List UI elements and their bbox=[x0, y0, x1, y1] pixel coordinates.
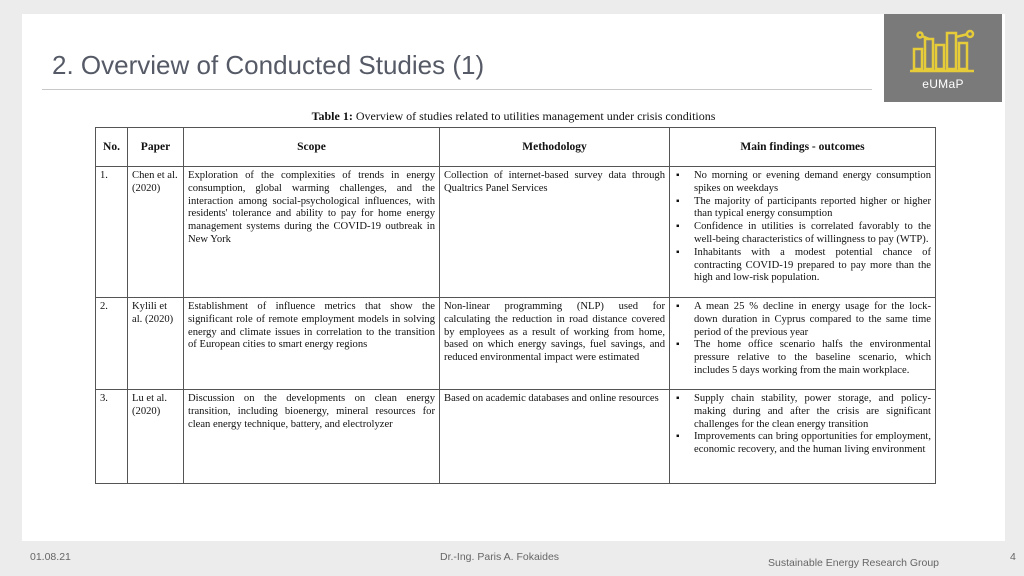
studies-table bbox=[95, 127, 936, 484]
table-row bbox=[96, 298, 936, 390]
row-methodology: Based on academic databases and online resources bbox=[440, 390, 670, 484]
row-findings bbox=[670, 390, 936, 484]
city-grid-icon bbox=[908, 25, 978, 75]
caption-label: Table 1: bbox=[311, 109, 353, 123]
row-no: 2. bbox=[96, 298, 128, 390]
row-no: 3. bbox=[96, 390, 128, 484]
caption-text: Overview of studies related to utilities management under crisis conditions bbox=[352, 109, 716, 123]
page-title: 2. Overview of Conducted Studies (1) bbox=[52, 50, 485, 80]
title-divider bbox=[42, 89, 872, 90]
row-scope: Exploration of the complexities of trends in energy consumption, global warming challenges, and the interaction among social-psychological influences, with residents' tolerance and ability to pay for home energy management systems during the COVID-19 outbreak in New York bbox=[184, 167, 440, 298]
row-scope: Discussion on the developments on clean energy transition, including bioenergy, mineral resources for clean energy technique, battery, and electrolyzer bbox=[184, 390, 440, 484]
logo-text: eUMaP bbox=[922, 77, 964, 91]
row-scope: Establishment of influence metrics that show the significant role of remote employment models in solving energy and climate issues in correlation to the transition of European cities to smart energy regions bbox=[184, 298, 440, 390]
finding-item: ▪ Supply chain stability, power storage, and policy-making during and after the crisis are significant challenges for the clean energy transition bbox=[694, 393, 931, 431]
footer-group: Sustainable Energy Research Group bbox=[768, 557, 940, 569]
footer-page-number: 4 bbox=[1010, 551, 1016, 563]
finding-item: ▪ Inhabitants with a modest potential chance of contracting COVID-19 prepared to pay more than the high and low-risk population. bbox=[694, 247, 931, 285]
footer-date: 01.08.21 bbox=[30, 551, 71, 563]
table-caption bbox=[22, 109, 1005, 124]
header-methodology: Methodology bbox=[440, 128, 670, 167]
header-no: No. bbox=[96, 128, 128, 167]
footer-author: Dr.-Ing. Paris A. Fokaides bbox=[440, 551, 560, 563]
table-header-row bbox=[96, 128, 936, 167]
finding-item: ▪ The home office scenario halfs the environmental pressure relative to the baseline scenario, which includes 5 days working from the main workplace. bbox=[694, 339, 931, 377]
row-findings bbox=[670, 167, 936, 298]
row-findings bbox=[670, 298, 936, 390]
finding-item: ▪ The majority of participants reported higher or higher than typical energy consumption bbox=[694, 196, 931, 222]
finding-item: ▪ Improvements can bring opportunities for employment, economic recovery, and the human living environment bbox=[694, 431, 931, 457]
finding-item: ▪ Confidence in utilities is correlated favorably to the well-being characteristics of willingness to pay (WTP). bbox=[694, 221, 931, 247]
finding-item: ▪ No morning or evening demand energy consumption spikes on weekdays bbox=[694, 170, 931, 196]
row-methodology: Non-linear programming (NLP) used for calculating the reduction in road distance covered by employees as a result of working from home, based on which energy savings, fuel savings, and reduced environmental impact were estimated bbox=[440, 298, 670, 390]
slide bbox=[22, 14, 1005, 541]
row-no: 1. bbox=[96, 167, 128, 298]
header-scope: Scope bbox=[184, 128, 440, 167]
eumap-logo bbox=[884, 14, 1002, 102]
row-paper: Kylili et al. (2020) bbox=[128, 298, 184, 390]
row-paper: Chen et al. (2020) bbox=[128, 167, 184, 298]
table-row bbox=[96, 390, 936, 484]
table-row bbox=[96, 167, 936, 298]
finding-item: ▪ A mean 25 % decline in energy usage for the lock-down duration in Cyprus compared to the same time period of the previous year bbox=[694, 301, 931, 339]
header-findings: Main findings - outcomes bbox=[670, 128, 936, 167]
row-methodology: Collection of internet-based survey data through Qualtrics Panel Services bbox=[440, 167, 670, 298]
header-paper: Paper bbox=[128, 128, 184, 167]
row-paper: Lu et al. (2020) bbox=[128, 390, 184, 484]
